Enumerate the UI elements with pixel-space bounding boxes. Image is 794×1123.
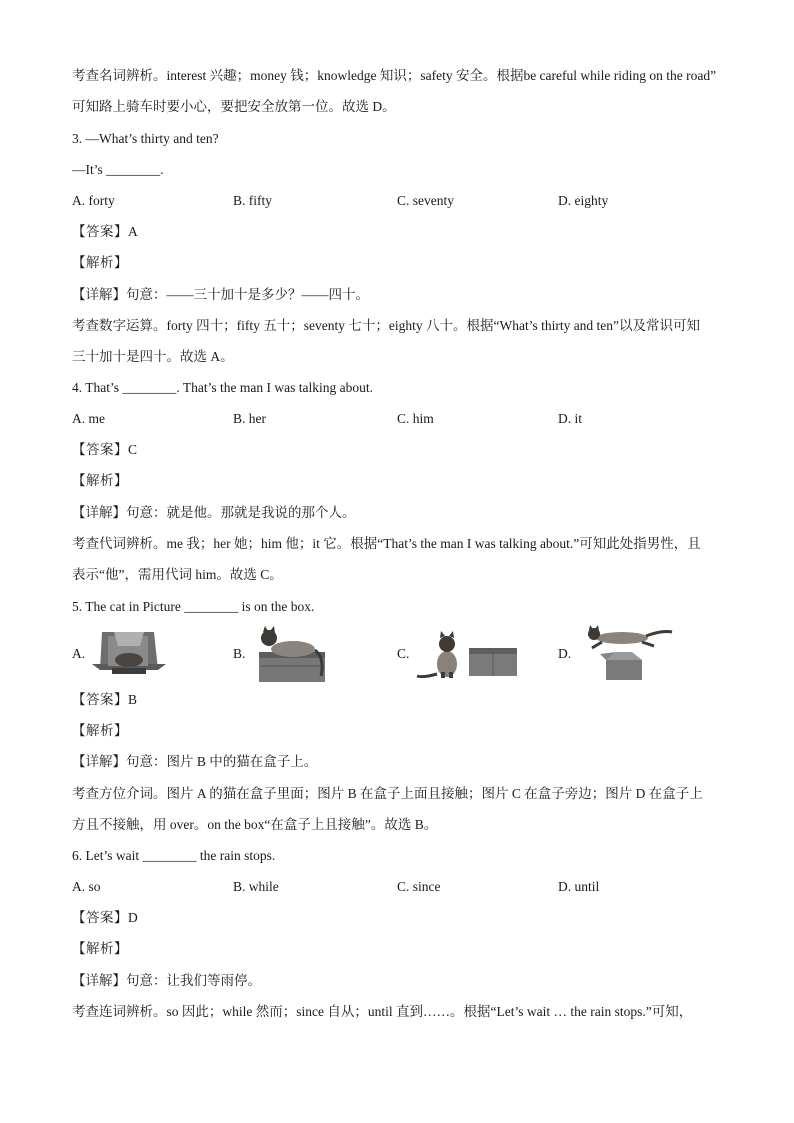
option-b: B. her	[233, 411, 266, 426]
option-b: B.	[233, 646, 246, 661]
option-row	[72, 409, 722, 429]
explanation-line: 考查代词辨析。me 我；her 她；him 他；it 它。根据“That’s the man I was talking about.”可知此处指男性，且	[72, 536, 701, 551]
option-a: A.	[72, 646, 86, 661]
option-d: D. it	[558, 411, 583, 426]
question-reply: —It’s ________.	[72, 162, 164, 177]
answer-label: 【答案】D	[72, 910, 139, 925]
option-b: B. fifty	[233, 193, 272, 208]
analysis-label: 【解析】	[72, 723, 128, 738]
cat-over-box-image	[572, 624, 684, 684]
picture-option-d	[558, 624, 688, 684]
option-b: B. while	[233, 879, 279, 894]
cat-beside-box-image	[415, 624, 525, 684]
analysis-label: 【解析】	[72, 473, 128, 488]
option-a: A. me	[72, 411, 105, 426]
cat-in-box-image	[84, 624, 174, 684]
answer-label: 【答案】A	[72, 224, 139, 239]
option-c: C. seventy	[397, 193, 454, 208]
option-row	[72, 877, 722, 897]
explanation-line: 三十加十是四十。故选 A。	[72, 349, 234, 364]
detail-line: 【详解】句意：就是他。那就是我说的那个人。	[72, 505, 356, 520]
detail-line: 【详解】句意：图片 B 中的猫在盒子上。	[72, 754, 318, 769]
question-stem: 5. The cat in Picture ________ is on the box.	[72, 599, 315, 614]
picture-option-a	[72, 624, 192, 684]
option-a: A. so	[72, 879, 101, 894]
question-stem: 4. That’s ________. That’s the man I was talking about.	[72, 380, 373, 395]
analysis-label: 【解析】	[72, 255, 128, 270]
explanation-line: 表示“他”，需用代词 him。故选 C。	[72, 567, 283, 582]
option-d: D. eighty	[558, 193, 609, 208]
cat-on-box-image	[253, 624, 349, 684]
picture-options	[72, 624, 722, 684]
option-d: D.	[558, 646, 572, 661]
explanation-line: 方且不接触，用 over。on the box“在盒子上且接触”。故选 B。	[72, 817, 438, 832]
option-c: C. him	[397, 411, 434, 426]
answer-label: 【答案】B	[72, 692, 138, 707]
analysis-label: 【解析】	[72, 941, 128, 956]
explanation-line: 考查连词辨析。so 因此；while 然而；since 自从；until 直到……。根据“Let’s wait … the rain stops.”可知，	[72, 1004, 693, 1019]
picture-option-b	[233, 624, 353, 684]
question-stem: 6. Let’s wait ________ the rain stops.	[72, 848, 276, 863]
option-c: C. since	[397, 879, 441, 894]
detail-line: 【详解】句意：让我们等雨停。	[72, 973, 261, 988]
option-a: A. forty	[72, 193, 115, 208]
answer-label: 【答案】C	[72, 442, 138, 457]
explanation-line: 考查方位介词。图片 A 的猫在盒子里面；图片 B 在盒子上面且接触；图片 C 在盒子旁边；图片 D 在盒子上	[72, 786, 703, 801]
option-d: D. until	[558, 879, 600, 894]
explanation-line: 可知路上骑车时要小心，要把安全放第一位。故选 D。	[72, 99, 396, 114]
picture-option-c	[397, 624, 527, 684]
option-c: C.	[397, 646, 410, 661]
option-row	[72, 191, 722, 211]
explanation-line: 考查名词辨析。interest 兴趣；money 钱；knowledge 知识；safety 安全。根据be careful while riding on the road”	[72, 68, 717, 83]
question-stem: 3. —What’s thirty and ten?	[72, 131, 219, 146]
detail-line: 【详解】句意：——三十加十是多少？——四十。	[72, 287, 369, 302]
explanation-line: 考查数字运算。forty 四十；fifty 五十；seventy 七十；eighty 八十。根据“What’s thirty and ten”以及常识可知	[72, 318, 701, 333]
